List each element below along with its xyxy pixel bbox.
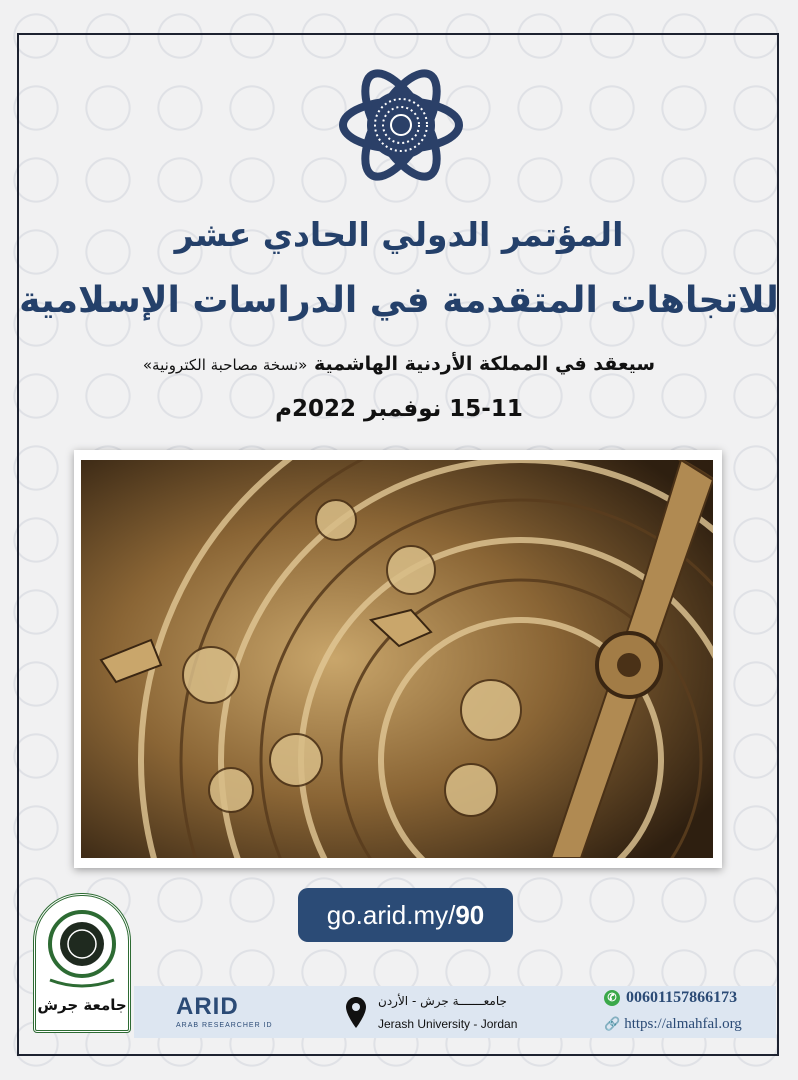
conference-title-line2: للاتجاهات المتقدمة في الدراسات الإسلامية [19,280,779,321]
location-arabic: جامعـــــــة جرش - الأردن [378,994,507,1008]
arid-logo-subtitle: ARAB RESEARCHER ID [176,1022,273,1029]
location-english: Jerash University - Jordan [378,1017,518,1031]
phone-number: 00601157866173 [626,989,738,1006]
venue-main: سيعقد في المملكة الأردنية الهاشمية [313,353,656,375]
conference-link-button[interactable] [298,888,513,942]
website-link[interactable] [604,1016,742,1033]
venue-sub: «نسخة مصاحبة الكترونية» [142,356,308,374]
seal-label: جامعة جرش [37,996,127,1014]
photo-frame [74,450,722,868]
link-prefix: go.arid.my/ [326,900,456,930]
arid-logo [176,994,280,1034]
astrolabe-illustration [81,460,713,858]
conference-emblem-icon [334,58,468,192]
astrolabe-image [81,460,713,858]
arid-logo-text: ARID [176,993,239,1020]
venue-text [80,353,718,375]
conference-date: 15-11 نوفمبر 2022م [275,396,523,422]
conference-title-line1: المؤتمر الدولي الحادي عشر [174,215,624,254]
link-icon: 🔗 [604,1016,621,1031]
whatsapp-icon: ✆ [604,990,620,1006]
website-url: https://almahfal.org [624,1016,742,1032]
location-pin-icon [345,996,367,1030]
link-suffix: 90 [455,900,485,930]
phone-contact[interactable] [604,989,737,1007]
jerash-university-seal [33,893,131,1033]
